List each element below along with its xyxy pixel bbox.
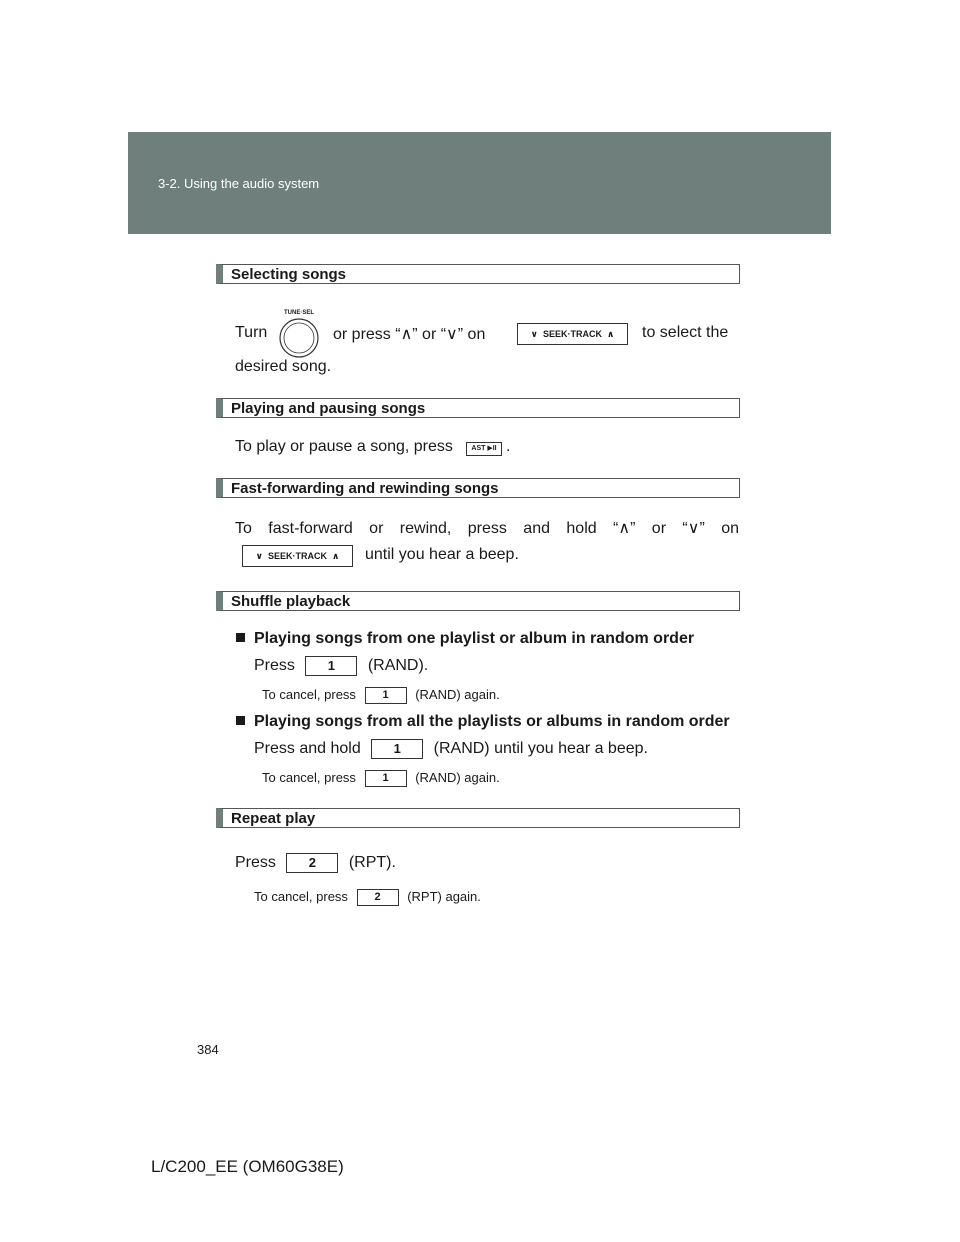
again-text: (RAND) again. bbox=[415, 770, 500, 785]
seek-track-label: SEEK·TRACK bbox=[267, 551, 327, 561]
section-title: Fast-forwarding and rewinding songs bbox=[231, 480, 499, 497]
key-1-button: 1 bbox=[365, 770, 407, 787]
to-select-text: to select the bbox=[642, 324, 729, 341]
press-hold-text: Press and hold bbox=[254, 740, 361, 758]
section-header-playing-pausing bbox=[216, 398, 740, 418]
bullet-all-playlists bbox=[236, 713, 730, 731]
press-rpt-line bbox=[235, 853, 396, 873]
header-band bbox=[128, 132, 831, 234]
chevron-down-icon: ∨ bbox=[530, 329, 538, 339]
again-text: (RAND) again. bbox=[415, 687, 500, 702]
key-2-button: 2 bbox=[357, 889, 399, 906]
rpt-text: (RPT). bbox=[348, 854, 396, 872]
press-text: Press bbox=[254, 657, 295, 675]
desired-song-text: desired song. bbox=[235, 358, 332, 375]
key-2-button: 2 bbox=[286, 853, 338, 873]
key-1-button: 1 bbox=[371, 739, 423, 759]
chevron-down-icon: ∨ bbox=[255, 551, 263, 561]
chevron-up-icon: ∧ bbox=[607, 329, 615, 339]
bullet-text: Playing songs from one playlist or album in random order bbox=[254, 630, 695, 647]
fast-forward-text: To fast-forward or rewind, press and hold “∧” or “∨” on bbox=[235, 520, 739, 537]
rand-beep-text: (RAND) until you hear a beep. bbox=[433, 740, 648, 758]
press-hold-rand-line bbox=[254, 739, 648, 759]
play-pause-text: To play or pause a song, press bbox=[235, 438, 453, 455]
breadcrumb: 3-2. Using the audio system bbox=[158, 176, 320, 191]
bullet-text: Playing songs from all the playlists or albums in random order bbox=[254, 713, 730, 730]
model-code: L/C200_EE (OM60G38E) bbox=[151, 1157, 344, 1176]
section-title: Selecting songs bbox=[231, 266, 347, 283]
key-1-button: 1 bbox=[365, 687, 407, 704]
square-bullet-icon bbox=[236, 716, 245, 725]
again-text: (RPT) again. bbox=[407, 889, 481, 904]
press-text: Press bbox=[235, 854, 276, 872]
section-header-repeat bbox=[216, 808, 740, 828]
seek-track-button bbox=[242, 545, 353, 567]
cancel-line bbox=[254, 889, 481, 906]
square-bullet-icon bbox=[236, 633, 245, 642]
press-rand-line bbox=[254, 656, 428, 676]
knob-label: TUNE·SEL bbox=[284, 310, 314, 316]
bullet-one-playlist bbox=[236, 630, 694, 648]
seek-track-label: SEEK·TRACK bbox=[542, 329, 602, 339]
section-title: Repeat play bbox=[231, 810, 316, 827]
section-header-selecting-songs bbox=[216, 264, 740, 284]
page-number: 384 bbox=[197, 1042, 219, 1057]
section-header-fast-forward bbox=[216, 478, 740, 498]
key-1-button: 1 bbox=[305, 656, 357, 676]
cancel-text: To cancel, press bbox=[262, 687, 356, 702]
tune-sel-knob-icon bbox=[277, 310, 321, 358]
period: . bbox=[506, 438, 511, 455]
cancel-line bbox=[262, 687, 500, 704]
section-title: Shuffle playback bbox=[231, 593, 351, 610]
chevron-up-icon: ∧ bbox=[332, 551, 340, 561]
cancel-text: To cancel, press bbox=[262, 770, 356, 785]
until-beep-text: until you hear a beep. bbox=[365, 546, 519, 563]
turn-text: Turn bbox=[235, 324, 268, 341]
section-title: Playing and pausing songs bbox=[231, 400, 426, 417]
ast-play-pause-button: AST ▶II bbox=[466, 442, 502, 456]
rand-text: (RAND). bbox=[367, 657, 429, 675]
seek-track-button bbox=[517, 323, 628, 345]
cancel-text: To cancel, press bbox=[254, 889, 348, 904]
or-press-text: or press “∧” or “∨” on bbox=[333, 326, 486, 343]
section-header-shuffle bbox=[216, 591, 740, 611]
cancel-line bbox=[262, 770, 500, 787]
